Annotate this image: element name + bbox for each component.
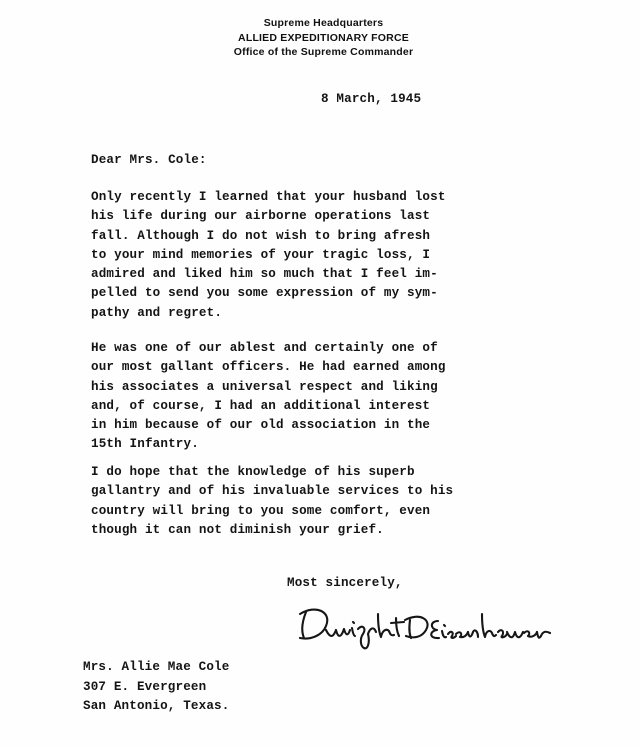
paragraph-line: country will bring to you some comfort, even (91, 503, 431, 518)
body-paragraph-1 (91, 188, 561, 323)
paragraph-line: in him because of our old association in the (91, 418, 431, 433)
paragraph-line: gallantry and of his invaluable services to his (91, 484, 454, 499)
paragraph-line: admired and liked him so much that I feel im- (91, 267, 438, 282)
recipient-street: 307 E. Evergreen (83, 679, 207, 694)
letterhead-line-2: ALLIED EXPEDITIONARY FORCE (238, 31, 409, 44)
paragraph-line: though it can not diminish your grief. (91, 522, 384, 537)
paragraph-line: 15th Infantry. (91, 437, 199, 452)
paragraph-line: his associates a universal respect and liking (91, 379, 438, 394)
paragraph-line: and, of course, I had an additional interest (91, 398, 431, 413)
paragraph-line: I do hope that the knowledge of his superb (91, 465, 415, 479)
paragraph-line: Only recently I learned that your husband lost (91, 190, 446, 204)
recipient-address (83, 658, 229, 717)
letterhead (0, 16, 639, 60)
paragraph-line: fall. Although I do not wish to bring afresh (91, 228, 431, 243)
body-paragraph-3 (91, 463, 561, 540)
paragraph-line: his life during our airborne operations last (91, 209, 431, 224)
paragraph-line: our most gallant officers. He had earned among (91, 360, 446, 375)
paragraph-line: pelled to send you some expression of my sym- (91, 286, 438, 301)
paragraph-line: pathy and regret. (91, 305, 223, 320)
letter-date: 8 March, 1945 (321, 92, 422, 106)
closing: Most sincerely, (287, 576, 403, 590)
recipient-city: San Antonio, Texas. (83, 699, 230, 713)
body-paragraph-2 (91, 339, 561, 455)
recipient-name: Mrs. Allie Mae Cole (83, 660, 230, 674)
letterhead-line-1: Supreme Headquarters (263, 17, 384, 29)
paragraph-line: to your mind memories of your tragic loss, I (91, 247, 431, 262)
paragraph-line: He was one of our ablest and certainly one of (91, 341, 438, 355)
letterhead-line-3: Office of the Supreme Commander (233, 46, 414, 58)
salutation: Dear Mrs. Cole: (91, 153, 207, 167)
handwritten-signature-icon (292, 598, 557, 658)
